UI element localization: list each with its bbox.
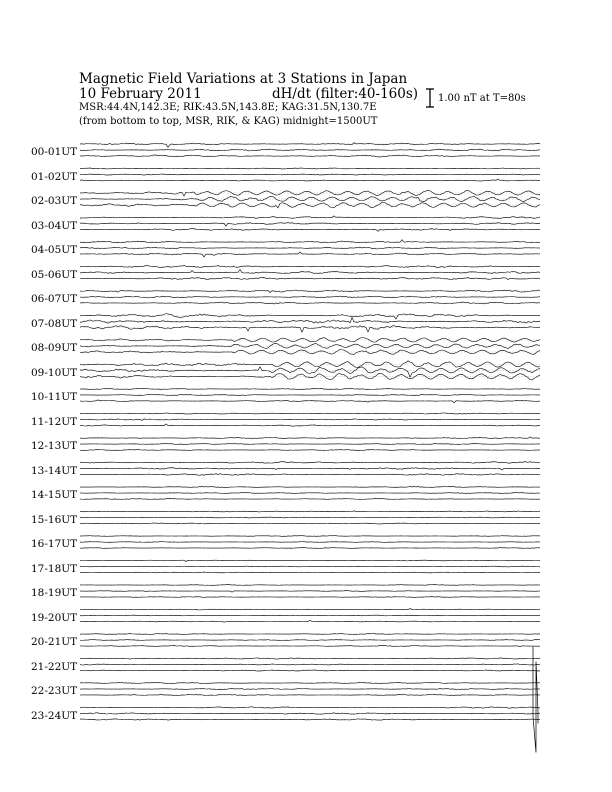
trace-msr: [80, 277, 540, 279]
hour-label: 05-06UT: [31, 268, 78, 281]
hour-label: 03-04UT: [31, 219, 78, 232]
trace-transient: [533, 647, 538, 753]
hour-label: 22-23UT: [31, 685, 78, 697]
trace-rik: [80, 542, 540, 543]
trace-rik: [80, 223, 540, 226]
trace-kag: [80, 413, 540, 414]
trace-msr: [80, 252, 540, 257]
trace-order-note: (from bottom to top, MSR, RIK, & KAG) midnight=1500UT: [79, 116, 378, 127]
hour-label: 13-14UT: [31, 464, 78, 477]
trace-rik: [80, 566, 540, 567]
hour-label: 10-11UT: [31, 391, 78, 403]
hour-label: 18-19UT: [31, 587, 78, 599]
chart-date: 10 February 2011: [79, 86, 202, 102]
trace-rik: [80, 639, 540, 640]
trace-rik: [80, 394, 540, 395]
hour-label: 01-02UT: [31, 170, 78, 183]
hour-label: 16-17UT: [31, 538, 78, 550]
trace-msr: [80, 597, 540, 598]
trace-kag: [80, 707, 540, 708]
hour-label: 08-09UT: [31, 342, 78, 354]
trace-kag: [80, 361, 540, 368]
trace-rik: [80, 174, 540, 175]
trace-kag: [80, 314, 540, 319]
trace-msr: [80, 645, 540, 646]
trace-msr: [80, 424, 540, 426]
trace-kag: [80, 168, 540, 169]
trace-group: [80, 143, 540, 753]
component-filter-label: dH/dt (filter:40-160s): [272, 86, 419, 102]
trace-kag: [80, 216, 540, 219]
hour-label: 14-15UT: [31, 489, 78, 501]
trace-kag: [80, 682, 540, 683]
trace-rik: [80, 367, 540, 377]
trace-msr: [80, 620, 540, 622]
trace-msr: [80, 474, 540, 476]
trace-rik: [80, 318, 540, 324]
trace-msr: [80, 326, 540, 333]
trace-kag: [80, 240, 540, 243]
reference-lines: [80, 144, 540, 720]
trace-rik: [80, 270, 540, 274]
trace-rik: [80, 343, 540, 348]
hour-label: 15-16UT: [31, 513, 78, 526]
scale-bar: [426, 89, 434, 107]
hour-label: 11-12UT: [31, 415, 78, 428]
hour-label: 07-08UT: [31, 317, 78, 330]
trace-msr: [80, 155, 540, 157]
hour-label: 04-05UT: [31, 244, 78, 256]
trace-rik: [80, 664, 540, 665]
trace-msr: [80, 572, 540, 573]
hour-label: 02-03UT: [31, 195, 78, 207]
hour-label: 19-20UT: [31, 611, 78, 624]
trace-msr: [80, 229, 540, 232]
trace-msr: [80, 694, 540, 696]
hour-label: 06-07UT: [31, 293, 78, 305]
chart-title: Magnetic Field Variations at 3 Stations in Japan: [79, 71, 408, 87]
trace-msr: [80, 498, 540, 499]
hour-label: 17-18UT: [31, 562, 78, 575]
scale-bar-label: 1.00 nT at T=80s: [438, 93, 526, 104]
trace-kag: [80, 437, 540, 439]
trace-msr: [80, 449, 540, 450]
hour-label: 09-10UT: [31, 366, 78, 379]
trace-rik: [80, 615, 540, 616]
hour-label: 12-13UT: [31, 440, 78, 452]
hour-label: 00-01UT: [31, 146, 78, 158]
trace-kag: [80, 511, 540, 512]
trace-kag: [80, 560, 540, 561]
trace-msr: [80, 670, 540, 671]
trace-msr: [80, 547, 540, 548]
trace-kag: [80, 536, 540, 537]
trace-rik: [80, 688, 540, 689]
trace-kag: [80, 585, 540, 586]
trace-rik: [80, 591, 540, 593]
trace-rik: [80, 468, 540, 470]
trace-msr: [80, 302, 540, 304]
trace-msr: [80, 523, 540, 524]
trace-msr: [80, 400, 540, 403]
station-coordinates: MSR:44.4N,142.3E; RIK:43.5N,143.8E; KAG:31.5N,130.7E: [79, 102, 377, 113]
trace-rik: [80, 492, 540, 493]
trace-kag: [80, 388, 540, 389]
hour-label: 20-21UT: [31, 636, 78, 648]
hour-label: 23-24UT: [31, 709, 78, 722]
trace-kag: [80, 143, 540, 148]
trace-kag: [80, 487, 540, 488]
trace-rik: [80, 444, 540, 445]
hour-label: 21-22UT: [31, 660, 78, 673]
